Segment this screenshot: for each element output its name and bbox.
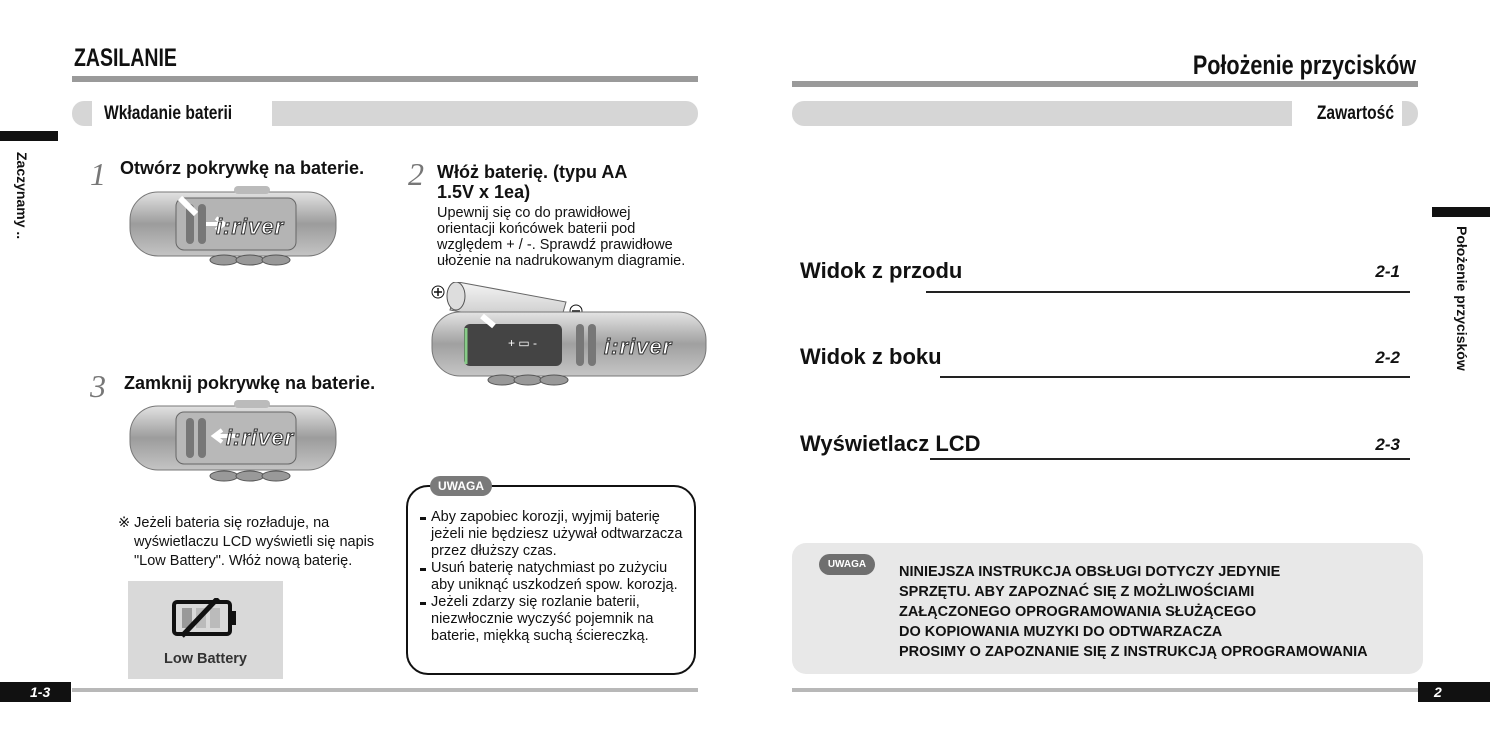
page-title-left: ZASILANIE [74, 44, 177, 72]
toc-item-front-view[interactable] [800, 258, 1410, 288]
side-label-right: Położenie przycisków [1454, 226, 1470, 371]
low-battery-icon [172, 598, 238, 638]
note-text-right: NINIEJSZA INSTRUKCJA OBSŁUGI DOTYCZY JEDYNIE SPRZĘTU. ABY ZAPOZNAĆ SIĘ Z MOŻLIWOŚCIAMI ZAŁĄCZONEGO OPROGRAMOWANIA SŁUŻĄCEGO DO KOPIOWANIA MUZYKI DO ODTWARZACZA PROSIMY O ZAPOZNANIE SIĘ Z INSTRUKCJĄ OPROGRAMOWANIA [899, 564, 1368, 660]
note-tag-right: UWAGA [819, 554, 875, 575]
toc-underline [930, 458, 1410, 460]
device-logo-2: i:river [604, 334, 673, 359]
title-rule-left [72, 76, 698, 82]
step-number-1: 1 [90, 156, 106, 192]
toc-item-lcd[interactable] [800, 431, 1410, 461]
section-heading-left: Wkładanie baterii [92, 101, 272, 126]
toc-label: Wyświetlacz LCD [800, 431, 981, 456]
device-logo-1: i:river [216, 214, 285, 239]
toc-underline [926, 291, 1410, 293]
toc-page-number: 2-3 [1375, 435, 1400, 454]
side-tab-right [1432, 207, 1490, 217]
battery-polarity-diagram: + ▭ - [508, 336, 538, 350]
step-title-2-line1: Włóż baterię. (typu AA [437, 162, 628, 182]
toc-label: Widok z przodu [800, 258, 963, 283]
side-label-left: Zaczynamy .. [14, 152, 30, 240]
note-item: Aby zapobiec korozji, wyjmij baterię jeżeli nie będziesz używał odtwarzacza przez dłuższy czas. [418, 509, 693, 560]
low-battery-label: Low Battery [164, 651, 247, 667]
note-item: Usuń baterię natychmiast po zużyciu aby uniknąć uszkodzeń spow. korozją. [418, 560, 693, 594]
step-title-2-line2: 1.5V x 1ea) [437, 182, 531, 202]
toc-label: Widok z boku [800, 344, 942, 369]
low-battery-note: ※ Jeżeli bateria się rozładuje, na wyświetlaczu LCD wyświetli się napis "Low Battery". Włóż nową baterię. [118, 515, 375, 569]
toc-page-number: 2-1 [1375, 262, 1400, 281]
step-text-2: Upewnij się co do prawidłowej orientacji końcówek baterii pod względem + / -. Sprawdź prawidłowe ułożenie na nadrukowanym diagramie. [437, 205, 686, 269]
step-number-3: 3 [90, 368, 106, 404]
note-item: Jeżeli zdarzy się rozlanie baterii, niezwłocznie wyczyść pojemnik na baterie, miękką suchą ściereczką. [418, 594, 693, 645]
page-title-right: Położenie przycisków [1192, 50, 1416, 80]
toc-page-number: 2-2 [1375, 348, 1400, 367]
toc-underline [940, 376, 1410, 378]
section-heading-right: Zawartość [1292, 101, 1402, 126]
page-number-left: 1-3 [0, 682, 71, 702]
step-title-1: Otwórz pokrywkę na baterie. [120, 158, 365, 178]
note-tag-left: UWAGA [430, 476, 492, 496]
footer-rule-left [72, 688, 698, 692]
step-number-2: 2 [408, 156, 424, 192]
page-number-right: 2 [1418, 682, 1490, 702]
footer-rule-right [792, 688, 1418, 692]
step-title-3: Zamknij pokrywkę na baterie. [124, 373, 376, 393]
side-tab-left [0, 131, 58, 141]
title-rule-right [792, 81, 1418, 87]
toc-item-side-view[interactable] [800, 344, 1410, 374]
device-logo-3: i:river [226, 425, 295, 450]
note-list-left [418, 509, 693, 645]
